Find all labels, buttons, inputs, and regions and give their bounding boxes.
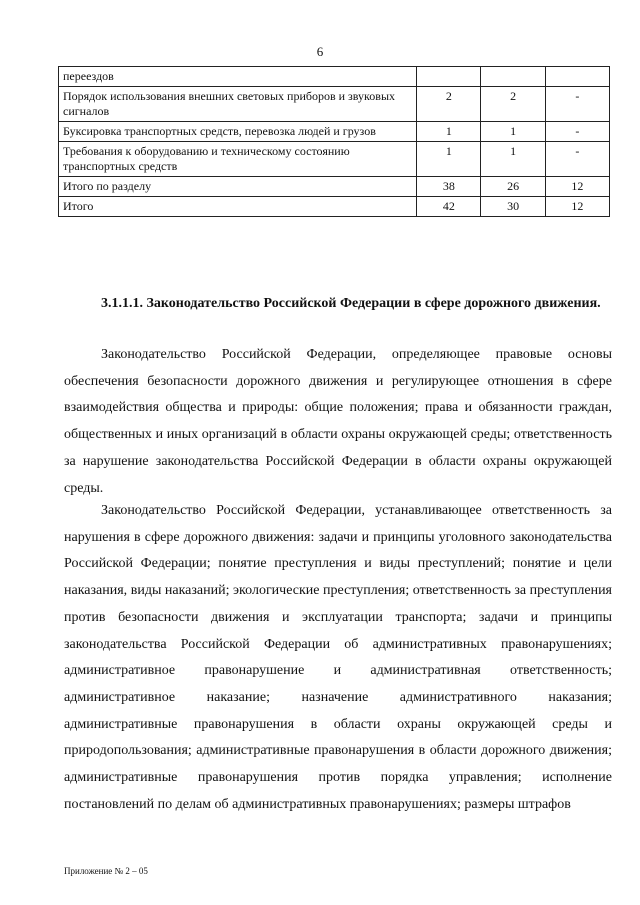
table-cell-practice	[545, 67, 609, 87]
table-row	[59, 67, 610, 87]
table-cell-topic: Порядок использования внешних световых приборов и звуковых сигналов	[59, 87, 417, 122]
paragraph-liability-law: Законодательство Российской Федерации, устанавливающее ответственность за нарушения в сфере дорожного движения: задачи и принципы уголовного законодательства Российской Федерации; понятие преступления и виды преступлений; понятие и цели наказания, виды наказаний; экологические преступления; ответственность за преступления против безопасности движения и эксплуатации транспорта; задачи и принципы законодательства Российской Федерации об административных правонарушениях; административное правонарушение и административная ответственность; административное наказание; назначение административного наказания; административные правонарушения в области охраны окружающей среды и природопользования; административные правонарушения в области дорожного движения; административные правонарушения против порядка управления; исполнение постановлений по делам об административных правонарушениях; размеры штрафов	[64, 503, 612, 812]
table-cell-practice: -	[545, 122, 609, 142]
table-cell-practice: -	[545, 87, 609, 122]
table-cell-topic: Итого по разделу	[59, 177, 417, 197]
page-number: 6	[316, 44, 324, 59]
table-row	[59, 197, 610, 217]
table-cell-topic: переездов	[59, 67, 417, 87]
table-cell-theory: 30	[481, 197, 545, 217]
table-cell-theory: 1	[481, 122, 545, 142]
table-cell-practice: -	[545, 142, 609, 177]
hours-table	[58, 66, 610, 217]
table-cell-theory	[481, 67, 545, 87]
table-cell-total: 1	[417, 142, 481, 177]
table-cell-total: 2	[417, 87, 481, 122]
section-heading: 3.1.1.1. Законодательство Российской Федерации в сфере дорожного движения.	[101, 296, 601, 311]
table-cell-practice: 12	[545, 197, 609, 217]
table-cell-total	[417, 67, 481, 87]
table-row	[59, 177, 610, 197]
paragraph-environment-law: Законодательство Российской Федерации, определяющее правовые основы обеспечения безопасности дорожного движения и регулирующее отношения в сфере взаимодействия общества и природы: общие положения; права и обязанности граждан, общественных и иных организаций в области охраны окружающей среды; ответственность за нарушение законодательства Российской Федерации в области охраны окружающей среды.	[64, 347, 612, 496]
table-row	[59, 122, 610, 142]
footer-appendix-label: Приложение № 2 – 05	[64, 866, 148, 876]
table-cell-topic: Итого	[59, 197, 417, 217]
table-cell-practice: 12	[545, 177, 609, 197]
table-cell-total: 38	[417, 177, 481, 197]
table-cell-theory: 1	[481, 142, 545, 177]
table-cell-topic: Требования к оборудованию и техническому состоянию транспортных средств	[59, 142, 417, 177]
table-row	[59, 87, 610, 122]
table-cell-theory: 2	[481, 87, 545, 122]
table-cell-theory: 26	[481, 177, 545, 197]
table-cell-topic: Буксировка транспортных средств, перевозка людей и грузов	[59, 122, 417, 142]
table-row	[59, 142, 610, 177]
table-cell-total: 42	[417, 197, 481, 217]
table-cell-total: 1	[417, 122, 481, 142]
